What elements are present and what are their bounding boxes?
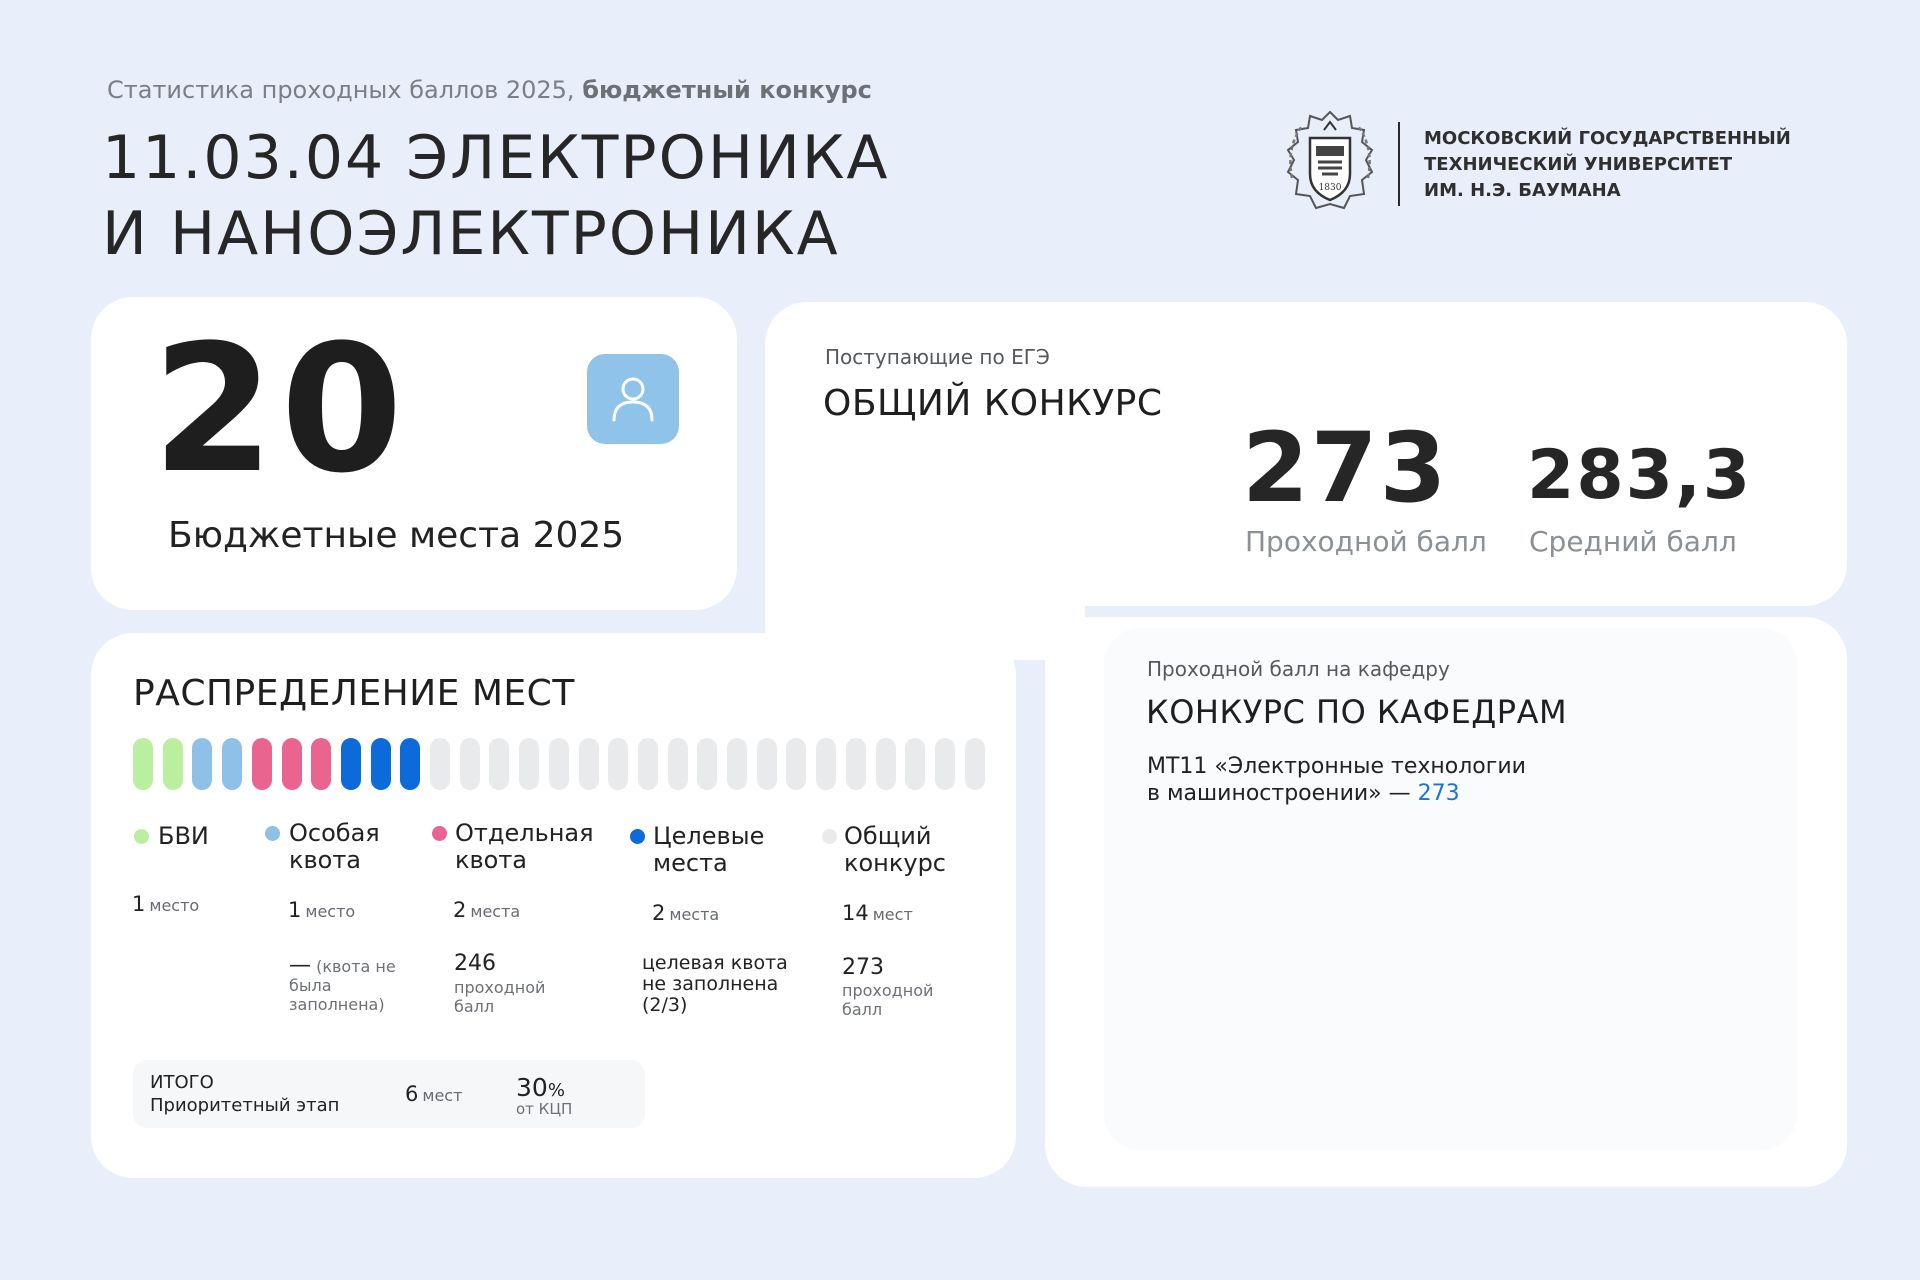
average-score-label: Средний балл — [1529, 525, 1737, 558]
count-special-unit: место — [305, 902, 356, 921]
average-score: 283,3 — [1527, 436, 1753, 515]
legend-general-line2: конкурс — [844, 849, 946, 877]
legend-target — [653, 823, 764, 877]
count-target-unit: места — [669, 905, 720, 924]
note-separate: проходной балл — [454, 978, 546, 1016]
university-name-line3: ИМ. Н.Э. БАУМАНА — [1424, 180, 1621, 201]
legend-separate-line1: Отдельная — [455, 819, 594, 847]
distribution-title: РАСПРЕДЕЛЕНИЕ МЕСТ — [133, 673, 575, 714]
seat-general — [608, 738, 628, 790]
count-target — [652, 901, 719, 925]
page-title-line2: И НАНОЭЛЕКТРОНИКА — [102, 199, 840, 269]
seat-separate — [252, 738, 272, 790]
seat-bvi — [163, 738, 183, 790]
seat-separate — [282, 738, 302, 790]
seat-general — [905, 738, 925, 790]
score-separate: 246 — [454, 951, 496, 976]
seat-target — [400, 738, 420, 790]
note-special — [289, 953, 399, 1014]
count-separate-value: 2 — [453, 898, 467, 922]
seat-general — [668, 738, 688, 790]
seat-general — [965, 738, 985, 790]
general-caption: Поступающие по ЕГЭ — [825, 345, 1050, 369]
note-special-dash: — — [289, 953, 311, 978]
seat-general — [638, 738, 658, 790]
university-name — [1424, 126, 1791, 204]
seat-general — [549, 738, 569, 790]
note-general: проходной балл — [842, 981, 934, 1019]
budget-label: Бюджетные места 2025 — [168, 515, 625, 556]
count-special-value: 1 — [288, 898, 302, 922]
total-percent-sign: % — [547, 1080, 565, 1101]
legend-target-line1: Целевые — [653, 822, 765, 850]
seat-bar — [133, 738, 983, 790]
count-target-value: 2 — [652, 901, 666, 925]
note-target: целевая квота не заполнена (2/3) — [642, 952, 788, 1016]
department-entry-line1: МТ11 «Электронные технологии — [1147, 754, 1526, 779]
user-icon — [606, 372, 660, 426]
seat-target — [371, 738, 391, 790]
department-caption: Проходной балл на кафедру — [1147, 657, 1450, 681]
seat-general — [786, 738, 806, 790]
seat-general — [757, 738, 777, 790]
legend-special-line1: Особая — [289, 819, 380, 847]
university-name-line2: ТЕХНИЧЕСКИЙ УНИВЕРСИТЕТ — [1424, 154, 1733, 175]
university-name-line1: МОСКОВСКИЙ ГОСУДАРСТВЕННЫЙ — [1424, 128, 1791, 149]
legend-special-line2: квота — [289, 846, 362, 874]
note-special-text: (квота не была заполнена) — [289, 957, 396, 1014]
score-general: 273 — [842, 955, 884, 980]
department-entry-line2-wrap — [1147, 780, 1526, 807]
passing-score-label: Проходной балл — [1245, 525, 1487, 558]
department-entry-line2: в машиностроении» — — [1147, 781, 1411, 806]
legend-bvi — [158, 823, 209, 850]
count-bvi-value: 1 — [132, 892, 146, 916]
page-subtitle — [107, 76, 872, 104]
seat-general — [519, 738, 539, 790]
legend-dot-general — [822, 829, 837, 844]
legend-dot-target — [630, 829, 645, 844]
department-entry-score: 273 — [1417, 781, 1460, 806]
legend-dot-bvi — [134, 829, 149, 844]
seat-bvi — [133, 738, 153, 790]
budget-count: 20 — [152, 307, 409, 512]
count-bvi-unit: место — [149, 896, 200, 915]
legend-separate — [455, 820, 594, 874]
page-title-line1: 11.03.04 ЭЛЕКТРОНИКА — [102, 123, 890, 193]
total-title — [150, 1071, 339, 1117]
seat-special — [192, 738, 212, 790]
seat-target — [341, 738, 361, 790]
count-separate-unit: места — [470, 902, 521, 921]
legend-general — [844, 823, 946, 877]
total-percent — [516, 1073, 565, 1102]
count-special — [288, 898, 355, 922]
count-general — [842, 901, 913, 925]
university-emblem-icon — [1282, 108, 1378, 220]
legend-dot-special — [265, 826, 280, 841]
count-separate — [453, 898, 520, 922]
logo-divider — [1398, 122, 1400, 206]
seat-general — [489, 738, 509, 790]
count-general-value: 14 — [842, 901, 869, 925]
legend-bvi-line1: БВИ — [158, 822, 209, 850]
total-count-unit: мест — [422, 1086, 463, 1105]
seat-general — [816, 738, 836, 790]
passing-score: 273 — [1242, 412, 1449, 524]
seat-separate — [311, 738, 331, 790]
total-title-line1: ИТОГО — [150, 1072, 214, 1093]
seat-general — [846, 738, 866, 790]
count-bvi — [132, 892, 199, 916]
total-title-line2: Приоритетный этап — [150, 1095, 340, 1116]
seat-general — [430, 738, 450, 790]
total-percent-note: от КЦП — [516, 1100, 573, 1118]
seat-general — [935, 738, 955, 790]
legend-general-line1: Общий — [844, 822, 932, 850]
user-icon-tile — [587, 354, 679, 444]
university-logo — [1282, 108, 1791, 228]
legend-separate-line2: квота — [455, 846, 528, 874]
seat-general — [579, 738, 599, 790]
subtitle-regular: Статистика проходных баллов 2025, — [107, 76, 575, 104]
emblem-year: 1830 — [1318, 183, 1342, 193]
seat-general — [460, 738, 480, 790]
legend-dot-separate — [432, 826, 447, 841]
department-entry — [1147, 753, 1526, 807]
department-title: КОНКУРС ПО КАФЕДРАМ — [1146, 693, 1568, 731]
page-title — [102, 120, 889, 272]
legend-target-line2: места — [653, 849, 728, 877]
total-percent-value: 30 — [516, 1073, 548, 1102]
total-count-value: 6 — [405, 1082, 419, 1106]
subtitle-bold: бюджетный конкурс — [582, 76, 872, 104]
seat-special — [222, 738, 242, 790]
count-general-unit: мест — [872, 905, 913, 924]
total-count — [405, 1082, 462, 1106]
general-title: ОБЩИЙ КОНКУРС — [823, 383, 1163, 424]
seat-general — [876, 738, 896, 790]
seat-general — [697, 738, 717, 790]
legend-special — [289, 820, 380, 874]
seat-general — [727, 738, 747, 790]
